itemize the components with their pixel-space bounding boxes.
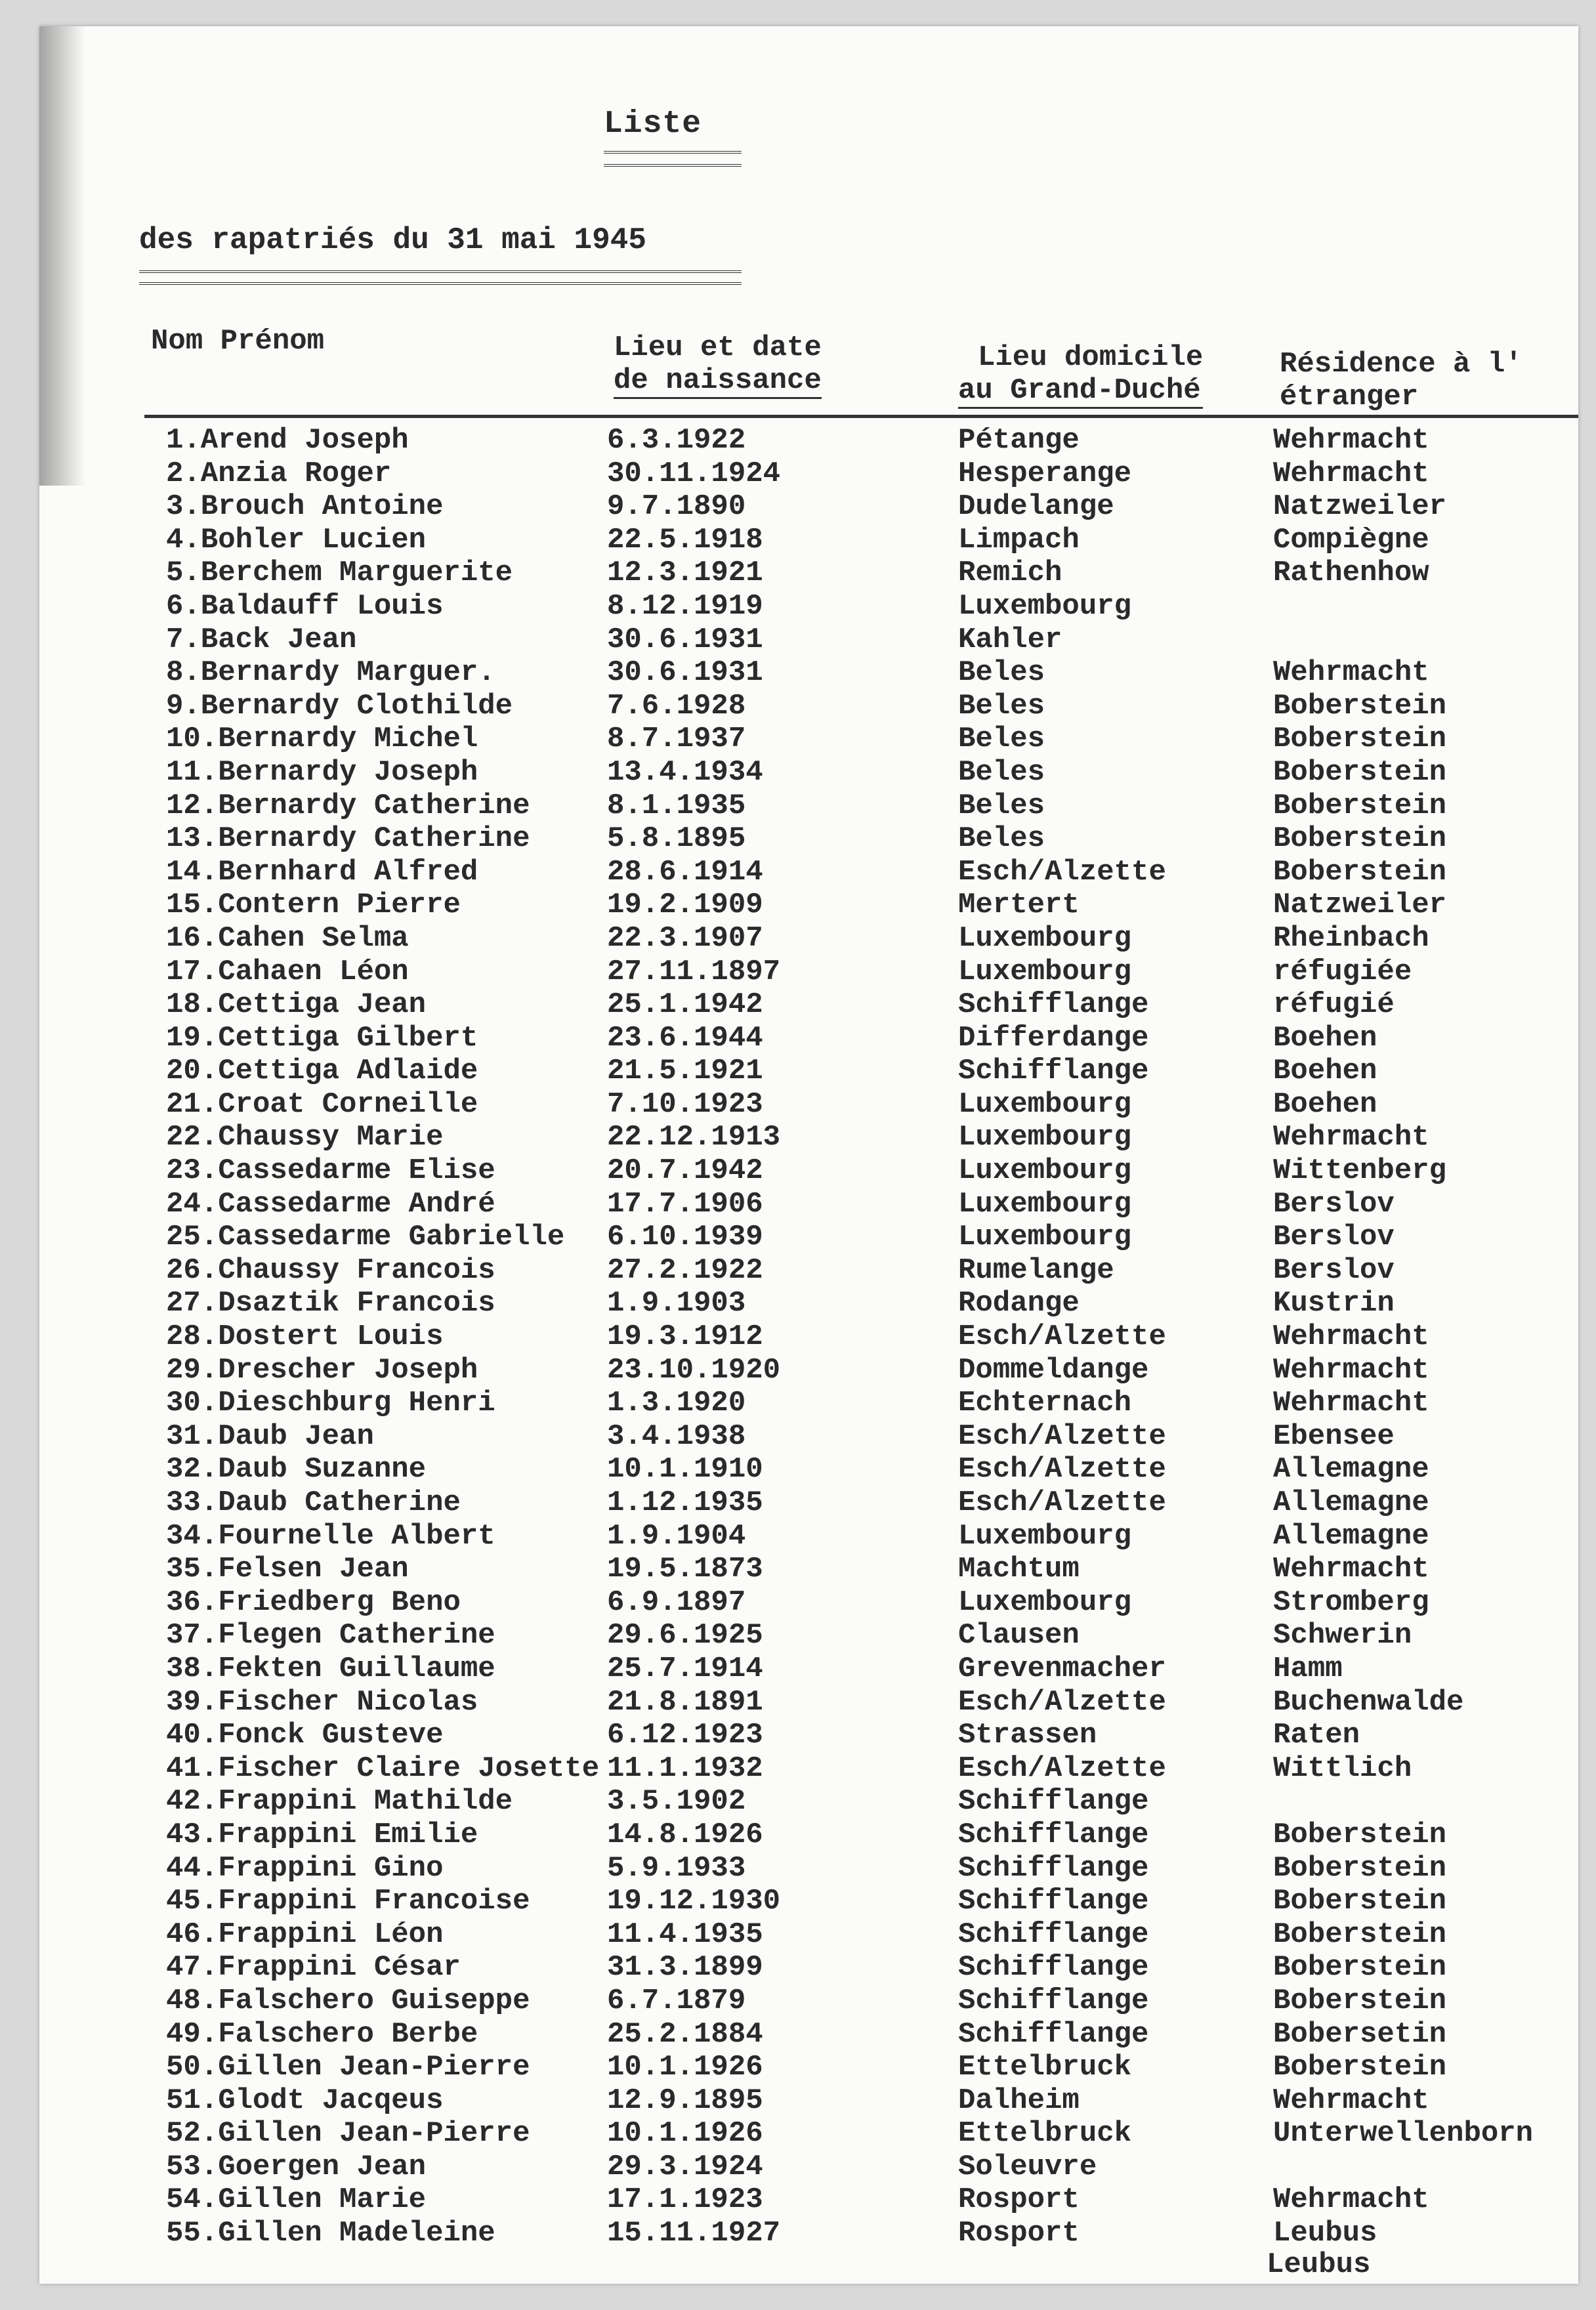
birth-cell: 12.9.1895 <box>607 2084 763 2117</box>
table-row <box>39 1716 1578 1750</box>
table-row <box>39 455 1578 488</box>
table-row <box>39 986 1578 1022</box>
birth-cell: 28.6.1914 <box>607 855 763 889</box>
domicile-cell: Beles <box>958 755 1045 789</box>
residence-cell: Allemagne <box>1273 1486 1429 1519</box>
table-row <box>39 421 1578 455</box>
birth-cell: 8.12.1919 <box>607 589 763 623</box>
table-row <box>39 1982 1578 2015</box>
domicile-cell: Differdange <box>958 1021 1149 1055</box>
table-row <box>39 1484 1578 1517</box>
table-row <box>39 1882 1578 1916</box>
domicile-cell: Remich <box>958 556 1062 590</box>
birth-cell: 25.7.1914 <box>607 1652 763 1685</box>
domicile-cell: Esch/Alzette <box>958 1419 1166 1453</box>
residence-cell: Stromberg <box>1273 1586 1429 1619</box>
birth-cell: 10.1.1910 <box>607 1453 763 1486</box>
header-name: Nom Prénom <box>151 325 325 358</box>
name-cell: 42.Frappini Mathilde <box>166 1785 513 1818</box>
domicile-cell: Schifflange <box>958 1984 1149 2017</box>
table-row <box>39 953 1578 986</box>
domicile-cell: Schifflange <box>958 1951 1149 1984</box>
table-row <box>39 2181 1578 2217</box>
birth-cell: 9.7.1890 <box>607 490 746 524</box>
birth-cell: 12.3.1921 <box>607 556 763 590</box>
residence-cell: Berslov <box>1273 1253 1395 1287</box>
domicile-cell: Schifflange <box>958 1818 1149 1851</box>
table-row <box>39 654 1578 690</box>
header-birth: Lieu et date de naissance <box>614 331 822 399</box>
table-row <box>39 1418 1578 1451</box>
residence-cell: Wehrmacht <box>1273 457 1429 490</box>
name-cell: 3.Brouch Antoine <box>166 490 444 524</box>
header-domicile: Lieu domicile au Grand-Duché <box>958 341 1203 409</box>
name-cell: 33.Daub Catherine <box>166 1486 461 1519</box>
name-cell: 14.Bernhard Alfred <box>166 855 478 889</box>
domicile-cell: Limpach <box>958 523 1080 556</box>
domicile-cell: Esch/Alzette <box>958 855 1166 889</box>
table-row <box>39 886 1578 922</box>
name-cell: 53.Goergen Jean <box>166 2150 427 2183</box>
birth-cell: 27.2.1922 <box>607 1253 763 1287</box>
name-cell: 30.Dieschburg Henri <box>166 1387 495 1420</box>
domicile-cell: Esch/Alzette <box>958 1486 1166 1519</box>
table-row <box>39 521 1578 555</box>
name-cell: 45.Frappini Francoise <box>166 1885 530 1918</box>
residence-cell: Rheinbach <box>1273 921 1429 955</box>
birth-cell: 10.1.1926 <box>607 2117 763 2151</box>
residence-cell: Boberstein <box>1273 1851 1447 1885</box>
residence-cell: Bobersetin <box>1273 2017 1447 2051</box>
birth-cell: 1.9.1904 <box>607 1519 746 1553</box>
table-row <box>39 853 1578 887</box>
domicile-cell: Luxembourg <box>958 1586 1132 1619</box>
table-row <box>39 919 1578 953</box>
birth-cell: 6.10.1939 <box>607 1221 763 1254</box>
name-cell: 32.Daub Suzanne <box>166 1453 427 1486</box>
name-cell: 6.Baldauff Louis <box>166 589 444 623</box>
domicile-cell: Beles <box>958 789 1045 822</box>
domicile-cell: Luxembourg <box>958 1519 1132 1553</box>
name-cell: 16.Cahen Selma <box>166 921 409 955</box>
name-cell: 34.Fournelle Albert <box>166 1519 495 1553</box>
residence-cell: Boberstein <box>1273 1951 1447 1984</box>
scan-shadow <box>39 26 85 486</box>
domicile-cell: Schifflange <box>958 1785 1149 1818</box>
table-row <box>39 587 1578 621</box>
domicile-cell: Pétange <box>958 424 1080 457</box>
birth-cell: 8.1.1935 <box>607 789 746 822</box>
domicile-cell: Esch/Alzette <box>958 1320 1166 1354</box>
domicile-cell: Grevenmacher <box>958 1652 1166 1685</box>
name-cell: 19.Cettiga Gilbert <box>166 1021 478 1055</box>
residence-cell: Boberstein <box>1273 755 1447 789</box>
domicile-cell: Schifflange <box>958 1918 1149 1951</box>
domicile-cell: Esch/Alzette <box>958 1752 1166 1785</box>
residence-cell: Boberstein <box>1273 2051 1447 2084</box>
residence-cell: Schwerin <box>1273 1619 1412 1652</box>
table-row <box>39 1616 1578 1650</box>
domicile-cell: Rosport <box>958 2183 1080 2217</box>
residence-cell: Boberstein <box>1273 789 1447 822</box>
table-row <box>39 621 1578 654</box>
residence-cell: Allemagne <box>1273 1453 1429 1486</box>
residence-cell: Kustrin <box>1273 1287 1395 1320</box>
birth-cell: 30.6.1931 <box>607 623 763 656</box>
domicile-cell: Dommeldange <box>958 1353 1149 1387</box>
birth-cell: 25.2.1884 <box>607 2017 763 2051</box>
domicile-cell: Rodange <box>958 1287 1080 1320</box>
name-cell: 5.Berchem Marguerite <box>166 556 513 590</box>
domicile-cell: Rumelange <box>958 1253 1114 1287</box>
name-cell: 23.Cassedarme Elise <box>166 1154 495 1188</box>
name-cell: 48.Falschero Guiseppe <box>166 1984 530 2017</box>
name-cell: 28.Dostert Louis <box>166 1320 444 1354</box>
table-row <box>39 2048 1578 2082</box>
residence-cell: Rathenhow <box>1273 556 1429 590</box>
residence-cell: Leubus <box>1267 2248 1371 2281</box>
birth-cell: 19.3.1912 <box>607 1320 763 1354</box>
residence-cell: Wehrmacht <box>1273 2084 1429 2117</box>
domicile-cell: Beles <box>958 822 1045 856</box>
residence-cell: Wehrmacht <box>1273 1353 1429 1387</box>
name-cell: 24.Cassedarme André <box>166 1187 495 1221</box>
domicile-cell: Dalheim <box>958 2084 1080 2117</box>
residence-cell: Compiègne <box>1273 523 1429 556</box>
table-row <box>39 2148 1578 2181</box>
table-row <box>39 687 1578 721</box>
residence-cell: Hamm <box>1273 1652 1343 1685</box>
residence-cell: Boberstein <box>1273 1918 1447 1951</box>
birth-cell: 22.3.1907 <box>607 921 763 955</box>
page-subtitle: des rapatriés du 31 mai 1945 <box>139 223 646 257</box>
table-row <box>39 1351 1578 1385</box>
domicile-cell: Luxembourg <box>958 1087 1132 1121</box>
domicile-cell: Ettelbruck <box>958 2117 1132 2151</box>
birth-cell: 17.7.1906 <box>607 1187 763 1221</box>
domicile-cell: Rosport <box>958 2217 1080 2250</box>
birth-cell: 6.12.1923 <box>607 1719 763 1752</box>
residence-cell: Raten <box>1273 1719 1360 1752</box>
residence-cell: Leubus <box>1273 2217 1377 2250</box>
name-cell: 49.Falschero Berbe <box>166 2017 478 2051</box>
subtitle-underline <box>139 270 742 285</box>
residence-cell: Boberstein <box>1273 1818 1447 1851</box>
name-cell: 47.Frappini César <box>166 1951 461 1984</box>
residence-cell: Wehrmacht <box>1273 656 1429 690</box>
residence-cell: Natzweiler <box>1273 889 1447 922</box>
birth-cell: 15.11.1927 <box>607 2217 781 2250</box>
domicile-cell: Machtum <box>958 1553 1080 1586</box>
birth-cell: 6.9.1897 <box>607 1586 746 1619</box>
birth-cell: 19.12.1930 <box>607 1885 781 1918</box>
table-row <box>39 2015 1578 2049</box>
residence-cell: Boehen <box>1273 1055 1377 1088</box>
birth-cell: 14.8.1926 <box>607 1818 763 1851</box>
name-cell: 51.Glodt Jacqeus <box>166 2084 444 2117</box>
birth-cell: 29.3.1924 <box>607 2150 763 2183</box>
birth-cell: 1.3.1920 <box>607 1387 746 1420</box>
residence-cell: Natzweiler <box>1273 490 1447 524</box>
birth-cell: 7.10.1923 <box>607 1087 763 1121</box>
birth-cell: 6.3.1922 <box>607 424 746 457</box>
name-cell: 26.Chaussy Francois <box>166 1253 495 1287</box>
domicile-cell: Kahler <box>958 623 1062 656</box>
birth-cell: 22.5.1918 <box>607 523 763 556</box>
table-row <box>39 1152 1578 1188</box>
table-row <box>39 753 1578 787</box>
birth-cell: 21.5.1921 <box>607 1055 763 1088</box>
header-rule <box>144 415 1578 418</box>
birth-cell: 3.5.1902 <box>607 1785 746 1818</box>
birth-cell: 17.1.1923 <box>607 2183 763 2217</box>
residence-cell: Berslov <box>1273 1187 1395 1221</box>
domicile-cell: Hesperange <box>958 457 1132 490</box>
table-row <box>39 1517 1578 1551</box>
residence-cell: Boberstein <box>1273 1984 1447 2017</box>
birth-cell: 3.4.1938 <box>607 1419 746 1453</box>
birth-cell: 21.8.1891 <box>607 1685 763 1719</box>
table-row <box>39 1251 1578 1285</box>
table-row <box>39 1450 1578 1484</box>
table-row <box>39 1650 1578 1683</box>
repatriate-list <box>39 421 1578 2248</box>
name-cell: 22.Chaussy Marie <box>166 1121 444 1154</box>
name-cell: 38.Fekten Guillaume <box>166 1652 495 1685</box>
residence-cell: Wittlich <box>1273 1752 1412 1785</box>
domicile-cell: Luxembourg <box>958 589 1132 623</box>
table-row <box>39 1550 1578 1584</box>
residence-cell: Boehen <box>1273 1087 1377 1121</box>
name-cell: 46.Frappini Léon <box>166 1918 444 1951</box>
name-cell: 31.Daub Jean <box>166 1419 374 1453</box>
table-row <box>39 1384 1578 1418</box>
name-cell: 29.Drescher Joseph <box>166 1353 478 1387</box>
domicile-cell: Dudelange <box>958 490 1114 524</box>
domicile-cell: Schifflange <box>958 1055 1149 1088</box>
birth-cell: 25.1.1942 <box>607 988 763 1022</box>
residence-cell: Allemagne <box>1273 1519 1429 1553</box>
name-cell: 44.Frappini Gino <box>166 1851 444 1885</box>
table-row <box>39 1085 1578 1119</box>
residence-cell: Buchenwalde <box>1273 1685 1464 1719</box>
domicile-cell: Luxembourg <box>958 1187 1132 1221</box>
residence-cell: Wehrmacht <box>1273 2183 1429 2217</box>
domicile-cell: Schifflange <box>958 1885 1149 1918</box>
name-cell: 11.Bernardy Joseph <box>166 755 478 789</box>
residence-cell: réfugiée <box>1273 955 1412 988</box>
table-row <box>39 1318 1578 1354</box>
name-cell: 9.Bernardy Clothilde <box>166 689 513 723</box>
domicile-cell: Ettelbruck <box>958 2051 1132 2084</box>
name-cell: 35.Felsen Jean <box>166 1553 409 1586</box>
name-cell: 7.Back Jean <box>166 623 357 656</box>
title-underline <box>604 151 742 167</box>
table-row <box>39 1750 1578 1783</box>
birth-cell: 27.11.1897 <box>607 955 781 988</box>
birth-cell: 30.11.1924 <box>607 457 781 490</box>
name-cell: 4.Bohler Lucien <box>166 523 427 556</box>
name-cell: 39.Fischer Nicolas <box>166 1685 478 1719</box>
residence-cell: Boberstein <box>1273 1885 1447 1918</box>
table-row <box>39 1816 1578 1849</box>
table-row <box>39 1118 1578 1152</box>
domicile-cell: Beles <box>958 689 1045 723</box>
name-cell: 40.Fonck Gusteve <box>166 1719 444 1752</box>
residence-cell: Ebensee <box>1273 1419 1395 1453</box>
table-row <box>39 1849 1578 1883</box>
trailing-residence-row <box>39 2246 1578 2279</box>
birth-cell: 11.4.1935 <box>607 1918 763 1951</box>
name-cell: 17.Cahaen Léon <box>166 955 409 988</box>
residence-cell: réfugié <box>1273 988 1395 1022</box>
birth-cell: 8.7.1937 <box>607 723 746 756</box>
birth-cell: 13.4.1934 <box>607 755 763 789</box>
residence-cell: Wehrmacht <box>1273 1121 1429 1154</box>
name-cell: 37.Flegen Catherine <box>166 1619 495 1652</box>
domicile-cell: Soleuvre <box>958 2150 1097 2183</box>
residence-cell: Wittenberg <box>1273 1154 1447 1188</box>
table-row <box>39 787 1578 820</box>
table-row <box>39 1916 1578 1949</box>
header-residence: Résidence à l' étranger <box>1280 348 1522 413</box>
domicile-cell: Clausen <box>958 1619 1080 1652</box>
birth-cell: 6.7.1879 <box>607 1984 746 2017</box>
domicile-cell: Schifflange <box>958 1851 1149 1885</box>
name-cell: 21.Croat Corneille <box>166 1087 478 1121</box>
table-row <box>39 1584 1578 1617</box>
domicile-cell: Beles <box>958 656 1045 690</box>
birth-cell: 31.3.1899 <box>607 1951 763 1984</box>
name-cell: 54.Gillen Marie <box>166 2183 427 2217</box>
name-cell: 27.Dsaztik Francois <box>166 1287 495 1320</box>
name-cell: 41.Fischer Claire Josette <box>166 1752 600 1785</box>
domicile-cell: Esch/Alzette <box>958 1453 1166 1486</box>
domicile-cell: Schifflange <box>958 2017 1149 2051</box>
name-cell: 12.Bernardy Catherine <box>166 789 530 822</box>
birth-cell: 1.9.1903 <box>607 1287 746 1320</box>
name-cell: 25.Cassedarme Gabrielle <box>166 1221 565 1254</box>
name-cell: 10.Bernardy Michel <box>166 723 478 756</box>
table-row <box>39 1284 1578 1318</box>
table-row <box>39 488 1578 524</box>
birth-cell: 7.6.1928 <box>607 689 746 723</box>
name-cell: 43.Frappini Emilie <box>166 1818 478 1851</box>
name-cell: 20.Cettiga Adlaide <box>166 1055 478 1088</box>
domicile-cell: Esch/Alzette <box>958 1685 1166 1719</box>
domicile-cell: Luxembourg <box>958 955 1132 988</box>
table-row <box>39 1218 1578 1254</box>
name-cell: 50.Gillen Jean-Pierre <box>166 2051 530 2084</box>
table-row <box>39 554 1578 590</box>
table-row <box>39 1052 1578 1088</box>
residence-cell: Unterwellenborn <box>1273 2117 1534 2151</box>
domicile-cell: Luxembourg <box>958 921 1132 955</box>
residence-cell: Wehrmacht <box>1273 1387 1429 1420</box>
residence-cell: Boberstein <box>1273 723 1447 756</box>
table-row <box>39 1782 1578 1816</box>
name-cell: 18.Cettiga Jean <box>166 988 427 1022</box>
name-cell: 1.Arend Joseph <box>166 424 409 457</box>
birth-cell: 20.7.1942 <box>607 1154 763 1188</box>
name-cell: 8.Bernardy Marguer. <box>166 656 495 690</box>
domicile-cell: Luxembourg <box>958 1221 1132 1254</box>
birth-cell: 10.1.1926 <box>607 2051 763 2084</box>
domicile-cell: Schifflange <box>958 988 1149 1022</box>
page-title: Liste <box>604 106 702 142</box>
table-row <box>39 2214 1578 2248</box>
residence-cell: Wehrmacht <box>1273 424 1429 457</box>
birth-cell: 5.9.1933 <box>607 1851 746 1885</box>
table-row <box>39 1019 1578 1053</box>
residence-cell: Berslov <box>1273 1221 1395 1254</box>
birth-cell: 29.6.1925 <box>607 1619 763 1652</box>
residence-cell: Boehen <box>1273 1021 1377 1055</box>
residence-cell: Wehrmacht <box>1273 1553 1429 1586</box>
domicile-cell: Luxembourg <box>958 1154 1132 1188</box>
residence-cell: Wehrmacht <box>1273 1320 1429 1354</box>
residence-cell: Boberstein <box>1273 855 1447 889</box>
birth-cell: 19.2.1909 <box>607 889 763 922</box>
domicile-cell: Luxembourg <box>958 1121 1132 1154</box>
residence-cell: Boberstein <box>1273 689 1447 723</box>
domicile-cell: Echternach <box>958 1387 1132 1420</box>
table-row <box>39 1185 1578 1219</box>
residence-cell: Boberstein <box>1273 822 1447 856</box>
name-cell: 15.Contern Pierre <box>166 889 461 922</box>
name-cell: 2.Anzia Roger <box>166 457 392 490</box>
table-row <box>39 820 1578 856</box>
table-row <box>39 720 1578 756</box>
birth-cell: 1.12.1935 <box>607 1486 763 1519</box>
table-row <box>39 2114 1578 2151</box>
birth-cell: 11.1.1932 <box>607 1752 763 1785</box>
birth-cell: 30.6.1931 <box>607 656 763 690</box>
birth-cell: 5.8.1895 <box>607 822 746 856</box>
document-page <box>39 26 1578 2284</box>
birth-cell: 23.6.1944 <box>607 1021 763 1055</box>
domicile-cell: Strassen <box>958 1719 1097 1752</box>
birth-cell: 23.10.1920 <box>607 1353 781 1387</box>
birth-cell: 22.12.1913 <box>607 1121 781 1154</box>
domicile-cell: Mertert <box>958 889 1080 922</box>
table-row <box>39 2082 1578 2115</box>
name-cell: 13.Bernardy Catherine <box>166 822 530 856</box>
name-cell: 36.Friedberg Beno <box>166 1586 461 1619</box>
name-cell: 55.Gillen Madeleine <box>166 2217 495 2250</box>
domicile-cell: Beles <box>958 723 1045 756</box>
table-row <box>39 1948 1578 1982</box>
table-row <box>39 1683 1578 1717</box>
birth-cell: 19.5.1873 <box>607 1553 763 1586</box>
name-cell: 52.Gillen Jean-Pierre <box>166 2117 530 2151</box>
